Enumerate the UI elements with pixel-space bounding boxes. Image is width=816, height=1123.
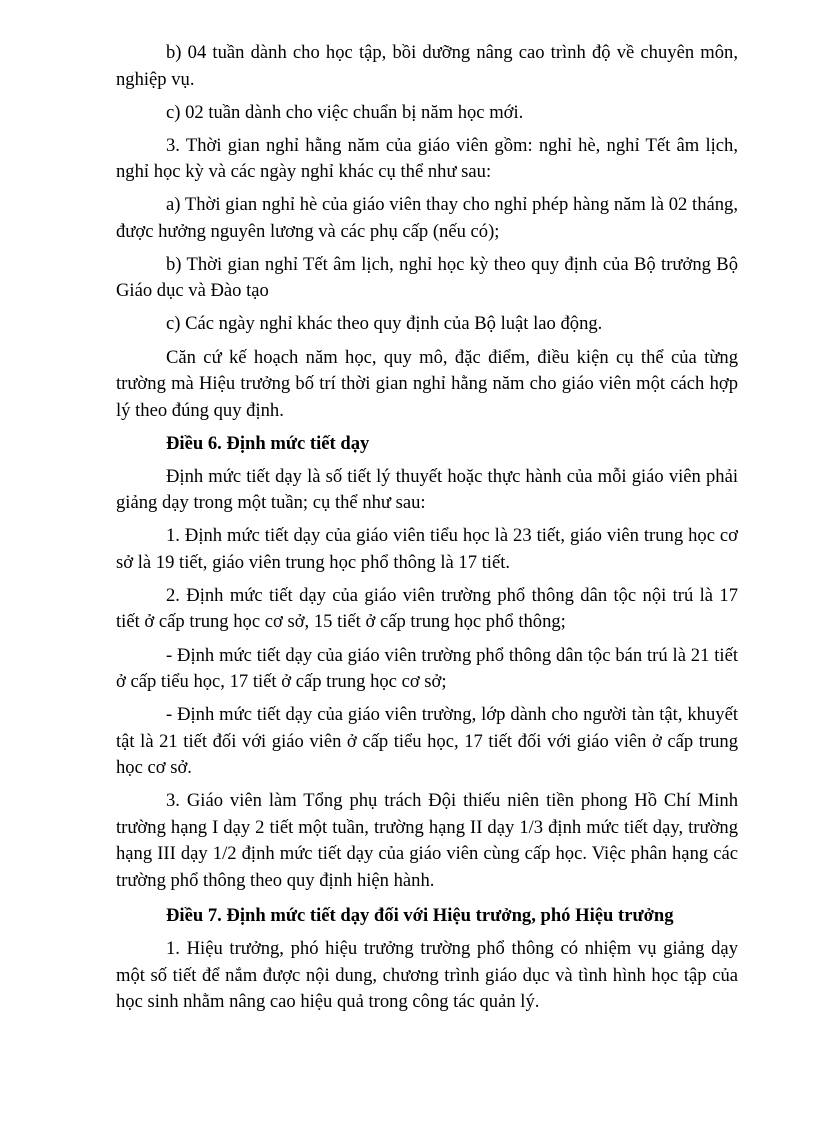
para-1-hieu-truong: 1. Hiệu trưởng, phó hiệu trưởng trường phổ thông có nhiệm vụ giảng dạy một số tiết để nắm được nội dung, chương trình giáo dục và tình hình học tập của học sinh nhằm nâng cao hiệu quả trong công tác quản lý. xyxy=(116,938,738,1013)
heading-dieu-7: Điều 7. Định mức tiết dạy đối với Hiệu trưởng, phó Hiệu trưởng xyxy=(166,905,674,927)
para-c-ngay-nghi-khac: c) Các ngày nghỉ khác theo quy định của Bộ luật lao động. xyxy=(166,313,603,335)
para-3-thoi-gian-nghi: 3. Thời gian nghỉ hằng năm của giáo viên gồm: nghỉ hè, nghỉ Tết âm lịch, nghỉ học kỳ và các ngày nghỉ khác cụ thể như sau: xyxy=(116,134,738,183)
document-body xyxy=(116,40,738,1022)
para-a-nghi-he: a) Thời gian nghỉ hè của giáo viên thay cho nghỉ phép hàng năm là 02 tháng, được hưởng nguyên lương và các phụ cấp (nếu có); xyxy=(116,194,738,242)
para-c-02-tuan: c) 02 tuần dành cho việc chuẩn bị năm học mới. xyxy=(166,101,524,123)
para-3-tong-phu-trach: 3. Giáo viên làm Tổng phụ trách Đội thiếu niên tiền phong Hồ Chí Minh trường hạng I dạy 2 tiết một tuần, trường hạng II dạy 1/3 định mức tiết dạy, trường hạng III dạy 1/2 định mức tiết dạy của giáo viên cùng cấp học. Việc phân hạng các trường phổ thông theo quy định hiện hành. xyxy=(116,790,738,891)
para-tan-tat: - Định mức tiết dạy của giáo viên trường, lớp dành cho người tàn tật, khuyết tật là 21 tiết đối với giáo viên ở cấp tiểu học, 17 tiết đối với giáo viên ở cấp trung học cơ sở. xyxy=(116,704,738,779)
para-2-noi-tru: 2. Định mức tiết dạy của giáo viên trường phổ thông dân tộc nội trú là 17 tiết ở cấp trung học cơ sở, 15 tiết ở cấp trung học phổ thông; xyxy=(116,584,738,633)
para-can-cu-ke-hoach: Căn cứ kế hoạch năm học, quy mô, đặc điểm, điều kiện cụ thể của từng trường mà Hiệu trưởng bố trí thời gian nghỉ hằng năm cho giáo viên một cách hợp lý theo đúng quy định. xyxy=(116,346,738,421)
heading-dieu-6: Điều 6. Định mức tiết dạy xyxy=(166,432,370,454)
para-ban-tru: - Định mức tiết dạy của giáo viên trường phổ thông dân tộc bán trú là 21 tiết ở cấp tiểu học, 17 tiết ở cấp trung học cơ sở; xyxy=(116,644,738,693)
para-b-04-tuan: b) 04 tuần dành cho học tập, bồi dưỡng nâng cao trình độ về chuyên môn, nghiệp vụ. xyxy=(116,42,738,90)
para-dinh-muc-la: Định mức tiết dạy là số tiết lý thuyết hoặc thực hành của mỗi giáo viên phải giảng dạy trong một tuần; cụ thể như sau: xyxy=(116,465,738,514)
para-1-dinh-muc: 1. Định mức tiết dạy của giáo viên tiểu học là 23 tiết, giáo viên trung học cơ sở là 19 tiết, giáo viên trung học phổ thông là 17 tiết. xyxy=(116,525,738,573)
para-b-nghi-tet: b) Thời gian nghỉ Tết âm lịch, nghỉ học kỳ theo quy định của Bộ trưởng Bộ Giáo dục và Đào tạo xyxy=(116,253,738,302)
